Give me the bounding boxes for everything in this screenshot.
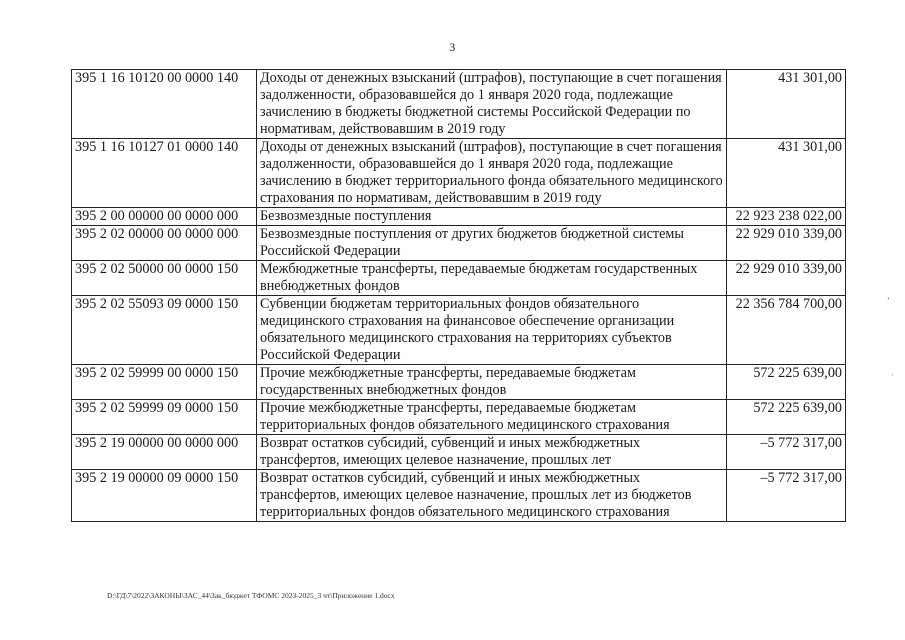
budget-code-cell: 395 1 16 10120 00 0000 140 xyxy=(72,70,257,139)
budget-code-cell: 395 2 02 59999 00 0000 150 xyxy=(72,365,257,400)
table-row xyxy=(72,365,846,400)
page-number: 3 xyxy=(449,40,456,54)
revenue-name-cell: Возврат остатков субсидий, субвенций и иных межбюджетных трансфертов, имеющих целевое назначение, прошлых лет из бюджетов территориальных фондов обязательного медицинского страхования xyxy=(257,470,727,522)
revenue-name-cell: Субвенции бюджетам территориальных фондов обязательного медицинского страхования на финансовое обеспечение организации обязательного медицинского страхования на территориях субъектов Российской Федерации xyxy=(257,296,727,365)
budget-code-cell: 395 2 19 00000 00 0000 000 xyxy=(72,435,257,470)
budget-code-cell: 395 2 00 00000 00 0000 000 xyxy=(72,208,257,226)
amount-cell: –5 772 317,00 xyxy=(727,470,846,522)
revenue-name-cell: Безвозмездные поступления xyxy=(257,208,727,226)
amount-cell: 572 225 639,00 xyxy=(727,400,846,435)
revenue-name-cell: Прочие межбюджетные трансферты, передаваемые бюджетам государственных внебюджетных фондов xyxy=(257,365,727,400)
amount-cell: 22 923 238 022,00 xyxy=(727,208,846,226)
table-row xyxy=(72,208,846,226)
revenue-name-cell: Безвозмездные поступления от других бюджетов бюджетной системы Российской Федерации xyxy=(257,226,727,261)
table-row xyxy=(72,296,846,365)
budget-code-cell: 395 2 19 00000 09 0000 150 xyxy=(72,470,257,522)
budget-code-cell: 395 2 02 55093 09 0000 150 xyxy=(72,296,257,365)
budget-code-cell: 395 1 16 10127 01 0000 140 xyxy=(72,139,257,208)
table-row xyxy=(72,435,846,470)
revenue-name-cell: Прочие межбюджетные трансферты, передаваемые бюджетам территориальных фондов обязательного медицинского страхования xyxy=(257,400,727,435)
table-row xyxy=(72,261,846,296)
revenue-name-cell: Доходы от денежных взысканий (штрафов), поступающие в счет погашения задолженности, образовавшейся до 1 января 2020 года, подлежащие зачислению в бюджет территориального фонда обязательного медицинского страхования по нормативам, действовавшим в 2019 году xyxy=(257,139,727,208)
amount-cell: 22 929 010 339,00 xyxy=(727,226,846,261)
table-row xyxy=(72,226,846,261)
scan-speck: ’ xyxy=(887,296,890,305)
budget-code-cell: 395 2 02 59999 09 0000 150 xyxy=(72,400,257,435)
revenue-name-cell: Межбюджетные трансферты, передаваемые бюджетам государственных внебюджетных фондов xyxy=(257,261,727,296)
amount-cell: –5 772 317,00 xyxy=(727,435,846,470)
amount-cell: 572 225 639,00 xyxy=(727,365,846,400)
scan-speck: · xyxy=(891,371,894,380)
amount-cell: 431 301,00 xyxy=(727,70,846,139)
revenue-table xyxy=(71,69,846,522)
table-row xyxy=(72,470,846,522)
amount-cell: 22 929 010 339,00 xyxy=(727,261,846,296)
document-file-path: D:\ГД\7\2022\ЗАКОНЫ\ЗАС_44\Зак_бюджет ТФОМС 2023-2025_3 чт\Приложение 1.docx xyxy=(107,591,395,600)
table-row xyxy=(72,70,846,139)
revenue-name-cell: Доходы от денежных взысканий (штрафов), поступающие в счет погашения задолженности, образовавшейся до 1 января 2020 года, подлежащие зачислению в бюджеты бюджетной системы Российской Федерации по нормативам, действовавшим в 2019 году xyxy=(257,70,727,139)
budget-code-cell: 395 2 02 50000 00 0000 150 xyxy=(72,261,257,296)
table-row xyxy=(72,139,846,208)
revenue-name-cell: Возврат остатков субсидий, субвенций и иных межбюджетных трансфертов, имеющих целевое назначение, прошлых лет xyxy=(257,435,727,470)
table-row xyxy=(72,400,846,435)
amount-cell: 431 301,00 xyxy=(727,139,846,208)
amount-cell: 22 356 784 700,00 xyxy=(727,296,846,365)
budget-code-cell: 395 2 02 00000 00 0000 000 xyxy=(72,226,257,261)
